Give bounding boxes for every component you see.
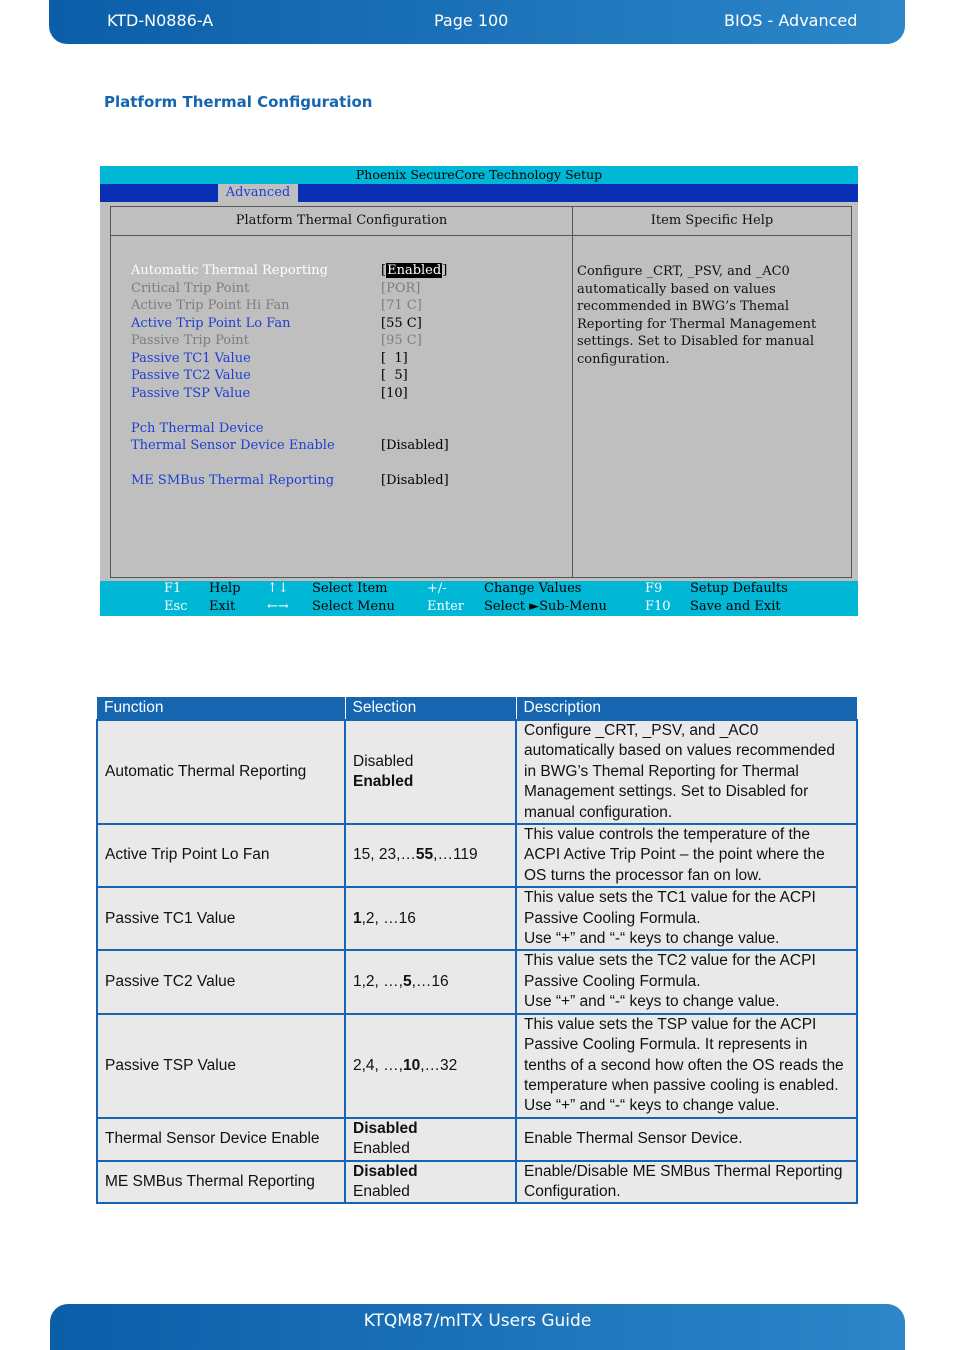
bios-item-value[interactable]: [55 C] xyxy=(381,315,422,331)
table-header-row xyxy=(97,697,857,720)
table-row xyxy=(97,720,857,824)
leftright-arrows-icon: ←→ xyxy=(267,599,289,614)
bios-item-value[interactable]: [10] xyxy=(381,385,408,401)
panel-header-divider xyxy=(111,235,851,236)
function-cell: Passive TSP Value xyxy=(97,1014,345,1118)
bios-item[interactable] xyxy=(131,316,571,333)
selection-cell: 15, 23,…55,…119 xyxy=(345,824,516,887)
bios-item-label: Passive Trip Point xyxy=(131,333,249,348)
bios-item-value: [71 C] xyxy=(381,298,422,313)
selection-cell: 2,4, …,10,…32 xyxy=(345,1014,516,1118)
key-f9-desc: Setup Defaults xyxy=(690,581,788,596)
bios-tab-bar xyxy=(100,184,858,202)
bios-item-value[interactable]: [Disabled] xyxy=(381,438,449,453)
description-cell: Enable Thermal Sensor Device. xyxy=(516,1118,857,1161)
bios-item-label: Critical Trip Point xyxy=(131,280,250,296)
key-submenu-desc: Select ►Sub-Menu xyxy=(484,599,607,614)
doc-id: KTD-N0886-A xyxy=(107,11,214,30)
function-cell: Automatic Thermal Reporting xyxy=(97,720,345,824)
description-cell: This value sets the TSP value for the ACPI Passive Cooling Formula. It represents in tenths of a second how often the OS reads the temperature when passive cooling is enabled. Use “+” and “-“ keys to change value. xyxy=(516,1014,857,1118)
bios-item-label: Automatic Thermal Reporting xyxy=(131,263,328,278)
bios-item-label: Active Trip Point Lo Fan xyxy=(131,315,291,331)
bios-item-label: Passive TSP Value xyxy=(131,385,251,401)
key-f9: F9 xyxy=(645,581,663,596)
table-row xyxy=(97,1161,857,1204)
bios-item-value[interactable]: [ 1] xyxy=(381,350,408,366)
bios-item[interactable] xyxy=(131,421,571,438)
page-number: Page 100 xyxy=(434,11,509,30)
bios-item xyxy=(131,281,571,298)
panel-title: Platform Thermal Configuration xyxy=(235,213,448,228)
key-esc-desc: Exit xyxy=(209,599,236,614)
bios-item xyxy=(131,333,571,350)
header-section: BIOS - Advanced xyxy=(724,11,858,30)
key-change-values-desc: Change Values xyxy=(484,581,582,596)
bios-item-label: Pch Thermal Device xyxy=(131,420,264,436)
bios-item-label: Passive TC2 Value xyxy=(131,368,251,383)
bios-screenshot xyxy=(100,166,858,616)
function-cell: Passive TC2 Value xyxy=(97,950,345,1013)
function-cell: ME SMBus Thermal Reporting xyxy=(97,1161,345,1204)
selection-cell: Disabled Enabled xyxy=(345,720,516,824)
table-row xyxy=(97,824,857,887)
col-selection: Selection xyxy=(345,697,516,720)
key-esc: Esc xyxy=(164,599,188,614)
table-row xyxy=(97,887,857,950)
key-f10: F10 xyxy=(645,599,671,614)
page-footer xyxy=(50,1304,905,1350)
selection-cell: 1,2, …16 xyxy=(345,887,516,950)
description-cell: This value sets the TC1 value for the ACPI Passive Cooling Formula. Use “+” and “-“ keys to change value. xyxy=(516,887,857,950)
bios-item[interactable]: Automatic Thermal Reporting [Enabled] xyxy=(131,263,448,278)
bios-key-legend xyxy=(100,581,858,616)
table-row xyxy=(97,1118,857,1161)
table-row xyxy=(97,950,857,1013)
description-cell: This value sets the TC2 value for the ACPI Passive Cooling Formula. Use “+” and “-“ keys to change value. xyxy=(516,950,857,1013)
function-table xyxy=(96,697,858,1204)
bios-panel xyxy=(110,206,852,578)
description-cell: Enable/Disable ME SMBus Thermal Reporting Configuration. xyxy=(516,1161,857,1204)
key-f10-desc: Save and Exit xyxy=(690,599,781,614)
key-enter: Enter xyxy=(427,599,464,614)
table-row xyxy=(97,1014,857,1118)
updown-arrows-icon: ↑↓ xyxy=(267,581,289,596)
bios-item-value[interactable]: [ 5] xyxy=(381,368,408,383)
selection-cell: Disabled Enabled xyxy=(345,1161,516,1204)
bios-item[interactable] xyxy=(131,368,571,385)
help-title: Item Specific Help xyxy=(650,213,774,228)
function-cell: Passive TC1 Value xyxy=(97,887,345,950)
bios-item[interactable] xyxy=(131,438,571,455)
bios-item[interactable] xyxy=(131,386,571,403)
bios-item-value: [POR] xyxy=(381,280,421,296)
bios-item-value[interactable]: Enabled xyxy=(387,263,442,278)
section-title: Platform Thermal Configuration xyxy=(104,93,373,111)
page-header xyxy=(49,0,905,44)
bios-item-label: Active Trip Point Hi Fan xyxy=(131,298,290,313)
col-description: Description xyxy=(516,697,857,720)
bios-item-value: [95 C] xyxy=(381,333,422,348)
function-cell: Active Trip Point Lo Fan xyxy=(97,824,345,887)
help-text: Configure _CRT, _PSV, and _AC0 automatically based on values recommended in BWG’s Themal Reporting for Thermal Management settings. Set to Disabled for manual configuration. xyxy=(577,264,817,367)
panel-divider xyxy=(572,207,573,577)
key-f1-desc: Help xyxy=(209,581,241,596)
bios-item-value[interactable]: [Disabled] xyxy=(381,473,449,488)
selection-cell: 1,2, …,5,…16 xyxy=(345,950,516,1013)
bios-title: Phoenix SecureCore Technology Setup xyxy=(100,166,858,184)
bios-item[interactable] xyxy=(131,351,571,368)
key-select-menu-desc: Select Menu xyxy=(312,599,395,614)
bios-item-label: Passive TC1 Value xyxy=(131,350,251,366)
bios-item-label: ME SMBus Thermal Reporting xyxy=(131,473,335,488)
function-cell: Thermal Sensor Device Enable xyxy=(97,1118,345,1161)
bios-item-label: Thermal Sensor Device Enable xyxy=(131,438,335,453)
tab-advanced[interactable]: Advanced xyxy=(218,184,298,202)
key-plus-minus: +/- xyxy=(427,581,447,596)
bios-item[interactable] xyxy=(131,473,571,490)
selection-cell: Disabled Enabled xyxy=(345,1118,516,1161)
key-select-item-desc: Select Item xyxy=(312,581,388,596)
footer-title: KTQM87/mITX Users Guide xyxy=(363,1311,592,1331)
key-f1: F1 xyxy=(164,581,182,596)
bios-item xyxy=(131,298,571,315)
description-cell: Configure _CRT, _PSV, and _AC0 automatically based on values recommended in BWG’s Themal Reporting for Thermal Management settings. Set to Disabled for manual configuration. xyxy=(516,720,857,824)
col-function: Function xyxy=(97,697,345,720)
description-cell: This value controls the temperature of the ACPI Active Trip Point – the point where the OS turns the processor fan on low. xyxy=(516,824,857,887)
